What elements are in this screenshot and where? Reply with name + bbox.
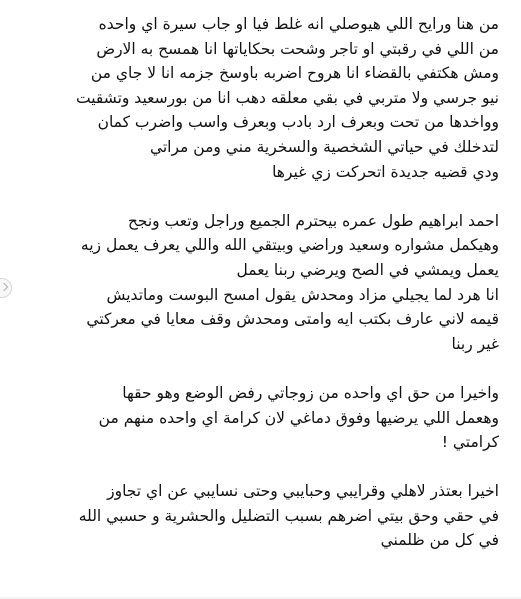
paragraph-2 — [15, 209, 499, 357]
text-line: اخيرا بعتذر لاهلي وقرايبي وحبايبي وحتى نسايبي عن اي تجاوز — [107, 482, 499, 501]
text-line: يعمل ويمشي في الصح ويرضي ربنا يعمل — [236, 260, 499, 279]
scroll-left-arrow-icon[interactable] — [0, 278, 12, 298]
text-line: في كل من ظلمني — [380, 531, 499, 550]
post-text — [15, 12, 499, 578]
text-line: واخيرا من حق اي واحده من زوجاتي رفض الوضع وهو حقها — [122, 383, 499, 402]
text-line: انا هرد لما يجيلي مزاد ومحدش يقول امسح البوست وماتديش — [106, 285, 499, 304]
text-line: وهيكمل مشواره وسعيد وراضي وبيتقي الله واللي يعرف يعمل زيه — [80, 236, 499, 255]
paragraph-4 — [15, 479, 499, 553]
paragraph-3 — [15, 381, 499, 455]
text-line: في حقي وحق بيتي اضرهم بسبب التضليل والحشرية و حسبي الله — [78, 506, 499, 525]
text-line: ومش هكتفي بالقضاء انا هروح اضربه باوسخ جزمه انا لا جاي من — [90, 64, 499, 83]
text-line: قيمه لاني عارف بكتب ايه وامتى ومحدش وقف معايا في معركتي — [86, 310, 499, 329]
text-line: وواخدها من تحت وبعرف ارد بادب وبعرف واسب واضرب كمان — [97, 113, 499, 132]
text-line: ودي قضيه جديدة اتحركت زي غيرها — [272, 162, 499, 181]
text-line: وهعمل اللي يرضيها وفوق دماغي لان كرامة اي واحده منهم من — [98, 408, 499, 427]
text-line: لتدخلك في حياتي الشخصية والسخرية مني ومن مراتي — [149, 137, 499, 156]
text-line: احمد ابراهيم طول عمره بيحترم الجميع وراجل وتعب ونجح — [127, 211, 499, 230]
text-line: من اللي في رقبتي او تاجر وشحت بحكاياتها انا همسح به الارض — [96, 39, 499, 58]
text-line: نيو جرسي ولا متربي في بقي معلقه دهب انا من بورسعيد وتشقيت — [76, 88, 499, 107]
text-line: من هنا ورايح اللي هيوصلي انه غلط فيا او جاب سيرة اي واحده — [98, 15, 499, 33]
text-line: كرامتي ! — [441, 433, 499, 452]
paragraph-1 — [15, 12, 499, 184]
text-line: غير ربنا — [451, 334, 499, 353]
